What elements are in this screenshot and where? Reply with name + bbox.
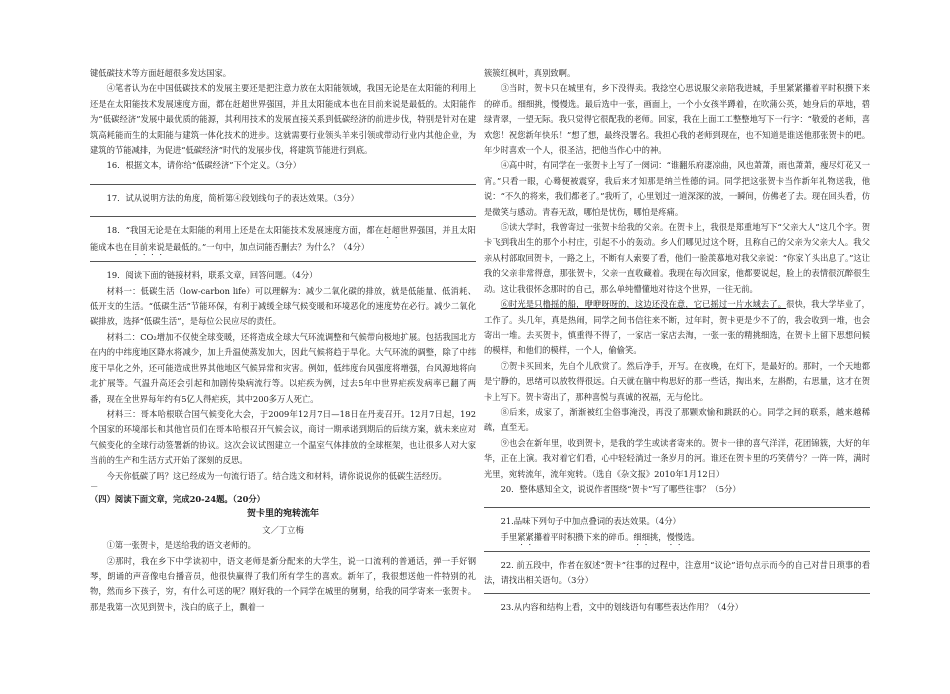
article-author: 文／丁立梅: [262, 524, 304, 535]
article-paragraph-9: ⑨也会在新年里，收到贺卡，是我的学生或读者寄来的。贺卡一律的喜气洋洋，花团锦簇，大好的年华，正在上演。我对着它们看，心中轻轻淌过一条岁月的河。谁还在贺卡里的巧笑倩兮？一阵一阵，满时光里，宛转流年，流年宛转。（选自《杂文报》2010年1月12日）: [484, 437, 870, 479]
article-paragraph-4: ④高中时，有同学在一张贺卡上写了一阕词：“谁翻乐府凄凉曲，风也萧萧，雨也萧萧，瘦尽灯花又一宵。”只看一眼，心蓦便被震穿，我后来才知那是纳兰性德的词。同学把这张贺卡当作新年礼物送我，他说：“不久的将来，我们都老了。”我听了，心里划过一道深深的波，一瞬间，仿佛老了去。现在回头看，仿是微笑与感动。青春无敌，哪怕是忧伤，哪怕是疼痛。: [484, 160, 870, 217]
article-paragraph-5: ⑤读大学时，我曾寄过一张贺卡给我的父亲。在贺卡上，我很是郑重地写下“父亲大人”这几个字。贺卡飞到我出生的那个小村庄，引起不小的轰动。乡人们哪见过这个呀，且称自己的父亲为父亲大人。我父亲从村部取回贺卡，一路之上，不断有人索要了看，他们一脸羡慕地对我父亲说：“你家丫头出息了。”这让我的父亲非常得意，那张贺卡，父亲一直收藏着。我现在每次回家，他都要说起，脸上的表情很沉醉很生动。这让我很怀念那时的自己，那么单纯懵懂地对待这个世界，一往无前。: [484, 222, 870, 294]
question-17: 17．试从说明方法的角度，简析第④段划线句子的表达效果。（3分）: [106, 192, 359, 203]
article-paragraph-6: ⑥时光是只橹摇的船，咿咿呀呀的，这边还没在意，它已摇过一片水域去了。很快，我大学毕业了，工作了。头几年，真是热闹，同学之间书信往来不断，过年时，贺卡更是少不了的，我会收到一堆，也会寄出一堆。去买贺卡，慎重得不得了，一家店一家店去淘，一张一张的精挑细选，在贺卡上留下思想问候的模样，和他们的模样，一个人，偷偷笑。: [484, 299, 870, 356]
dotted-word: 慢慢: [666, 531, 684, 542]
section-4-heading: （四）阅读下面文章，完成20-24题。（20分）: [90, 493, 265, 504]
article-paragraph-3: ③当时，贺卡只在城里有，乡下没得卖。我捻空心思说服父亲陪我进城，手里紧紧攥着平时积攒下来的碎币。细细挑，慢慢选。最后选中一张，画面上，一个小女孩半蹲着，在吹蒲公英，她身后的草地，碧绿青翠，一望无际。我只觉得它很配我的老师。回家，我在上面工工整整地写下一行字：“敬爱的老师，喜欢您！祝您新年快乐！”想了想，最终没署名。我担心我的老师到现在，也不知道是谁送他那张贺卡的吧。年少时喜欢一个人，很圣洁，把他当作心中的神。: [484, 83, 870, 156]
material-3: 材料三：哥本哈根联合国气候变化大会，于2009年12月7日—18日在丹麦召开。12月7日起，192个国家的环境部长和其他官员们在哥本哈根召开气候会议，商讨一期承诺到期后的后续方案，就未来应对气候变化的全球行动签署新的协议。这次会议试图建立一个温室气体排放的全球框架，也让很多人对大家当前的生产和生活方式开始了深刻的反思。: [90, 408, 476, 466]
intro-line: 键低碳技术等方面赶超很多发达国家。: [90, 68, 232, 78]
answer-line: [90, 261, 476, 262]
material-1: 材料一：低碳生活（low-carbon life）可以理解为：减少二氧化碳的排放，就是低能量、低消耗、低开支的生活。“低碳生活”节能环保，有利于减缓全球气候变暖和环境恶化的速度势在必行。减少二氧化碳排放，选择“低碳生活”，是每位公民应尽的责任。: [90, 285, 476, 327]
underlined-sentence: ⑥时光是只橹摇的船，咿咿呀呀的，这边还没在意，它已摇过一片水域去了。: [500, 299, 787, 310]
question-22: 22. 前五段中，作者在叙述“贺卡”往事的过程中，注意用“议论”语句点示而今的自己对昔日琐事的看法，请找出相关语句。（3分）: [484, 559, 870, 586]
answer-line: [90, 184, 476, 185]
left-column: [90, 66, 476, 615]
article-paragraph-2: ②那时，我在乡下中学读初中，语文老师是新分配来的大学生，说一口流利的普通话，弹一手好钢琴，朗诵的声音像电台播音员，他很快赢得了我们所有学生的喜欢。新年了，我很想送他一件特别的礼物，然而乡下孩子，穷，有什么可送的呢？刚好我的一个同学在城里的舅舅，给我的同学寄来一张贺卡。那是我第一次见到贺卡，浅白的底子上，飘着一: [90, 555, 476, 612]
article-paragraph-1: ①第一张贺卡，是送给我的语文老师的。: [106, 540, 256, 551]
question-20: 20．整体感知全文，说说作者围绕“贺卡”写了哪些往事？（5分）: [500, 483, 741, 494]
article-paragraph-8: ⑧后来，成家了，渐渐被红尘俗事淹没，再没了那颗欢愉和跳跃的心。同学之间的联系，越来越稀疏，直至无。: [484, 406, 870, 433]
question-23: 23.从内容和结构上看，文中的划线语句有哪些表达作用？（4分）: [500, 601, 744, 612]
material-2: 材料二：CO₂增加不仅使全球变暖，还将造成全球大气环流调整和气候带向极地扩展。包括我国北方在内的中纬度地区降水将减少，加上升温使蒸发加大，因此气候将趋于旱化。大气环流的调整，除了中纬度干旱化之外，还可能造成世界其他地区气候异常和灾害。例如，低纬度台风强度将增强，台风源地将向北扩展等。气温升高还会引起和加剧传染病流行等。以疟疾为例，过去5年中世界疟疾发病率已翻了两番，现在全世界每年约有5亿人得疟疾，其中200多万人死亡。: [90, 331, 476, 404]
answer-line: [484, 551, 870, 552]
right-column: [484, 66, 870, 615]
continued-line: 簇簇红枫叶，真别致啊。: [484, 68, 576, 78]
article-paragraph-7: ⑦贺卡买回来，先自个儿欣赏了。然后净手，开写。在夜晚，在灯下，是最好的。那时，一个天地都是宁静的，思绪可以放牧得很远。白天就在脑中构思好的那一些话，掏出来，左斟酌，右思量，这才在贺卡上写下。贺卡寄出了，那种喜悦与真诚的祝福，无与伦比。: [484, 360, 870, 402]
dash-mark: －: [90, 481, 99, 492]
question-21: 21.品味下列句子中加点叠词的表达效果。（4分）: [500, 516, 681, 527]
dotted-word: 紧紧: [517, 531, 534, 542]
question-21-sentence: 手里紧紧攥着平时积攒下来的碎币。细细挑，慢慢选。: [500, 531, 700, 542]
dotted-word: 细细: [633, 531, 650, 542]
dotted-word: 赶超: [383, 225, 401, 236]
question-16: 16．根据文本，请你给“低碳经济”下个定义。（3分）: [106, 160, 301, 171]
paragraph-4: ④笔者认为在中国低碳技术的发展主要还是把注意力放在太阳能领域，我国无论是在太阳能的利用上还是在太阳能技术发展速度方面，都在赶超世界强国，并且太阳能成本也在目前来说是最低的。太阳能作为“低碳经济”发展中最优质的能源，其利用技术的发展直接关系到低碳经济的前进步伐，特别是针对在建筑高耗能而生的太阳能与建筑一体化技术的进步。这就需要行业领头羊来引领或带动行业内其他企业，为建筑的节能减排，为促进“低碳经济”时代的发展步伐，将建筑节能进行到底。: [90, 83, 476, 156]
dotted-word: 目前来说: [131, 242, 165, 253]
answer-line: [484, 593, 870, 594]
article-title: 贺卡里的宛转流年: [246, 509, 319, 520]
answer-line: [90, 216, 476, 217]
question-18: 18．“我国无论是在太阳能的利用上还是在太阳能技术发展速度方面，都在赶超世界强国，并且太阳能成本也在目前来说是最低的。”一句中，加点词能否删去？为什么？（4分）: [90, 225, 476, 253]
material-4: 今天你低碳了吗？这已经成为一句流行语了。结合选文和材料，请你说说你的低碳生活经历。: [106, 470, 447, 481]
question-19: 19．阅读下面的链接材料，联系文章，回答问题。（4分）: [106, 270, 318, 281]
answer-line: [484, 507, 870, 508]
